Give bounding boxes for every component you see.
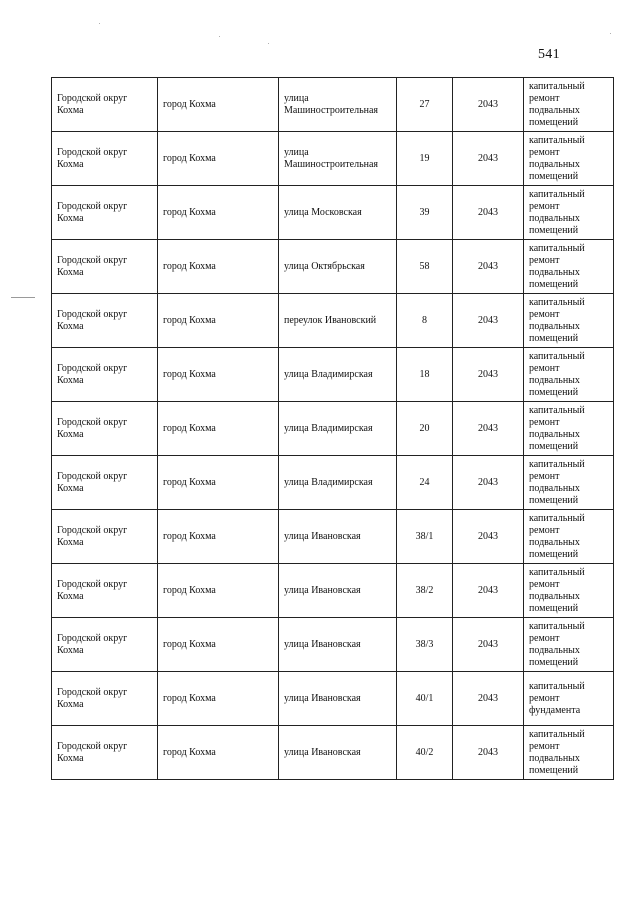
table-row [52, 294, 614, 348]
street-cell: улица Ивановская [279, 510, 397, 564]
year-cell: 2043 [453, 132, 524, 186]
work-type-cell: капитальный ремонт подвальных помещений [524, 456, 614, 510]
table-row [52, 240, 614, 294]
table-row [52, 78, 614, 132]
scan-artifact [11, 297, 35, 298]
house-number-cell: 19 [397, 132, 453, 186]
settlement-cell: город Кохма [158, 618, 279, 672]
settlement-cell: город Кохма [158, 348, 279, 402]
street-cell: переулок Ивановский [279, 294, 397, 348]
work-type-cell: капитальный ремонт подвальных помещений [524, 78, 614, 132]
municipality-cell: Городской округ Кохма [52, 672, 158, 726]
scan-speck [99, 23, 100, 24]
street-cell: улица Владимирская [279, 348, 397, 402]
house-number-cell: 8 [397, 294, 453, 348]
settlement-cell: город Кохма [158, 564, 279, 618]
year-cell: 2043 [453, 726, 524, 780]
work-type-cell: капитальный ремонт подвальных помещений [524, 402, 614, 456]
municipality-cell: Городской округ Кохма [52, 294, 158, 348]
house-number-cell: 24 [397, 456, 453, 510]
table-body [52, 78, 614, 780]
municipality-cell: Городской округ Кохма [52, 618, 158, 672]
page-number: 541 [538, 47, 560, 62]
year-cell: 2043 [453, 186, 524, 240]
municipality-cell: Городской округ Кохма [52, 348, 158, 402]
house-number-cell: 27 [397, 78, 453, 132]
year-cell: 2043 [453, 240, 524, 294]
table-row [52, 348, 614, 402]
street-cell: улица Ивановская [279, 618, 397, 672]
street-cell: улица Ивановская [279, 672, 397, 726]
work-type-cell: капитальный ремонт подвальных помещений [524, 564, 614, 618]
work-type-cell: капитальный ремонт подвальных помещений [524, 348, 614, 402]
table-row [52, 132, 614, 186]
table-row [52, 618, 614, 672]
street-cell: улица Машиностроительная [279, 78, 397, 132]
work-type-cell: капитальный ремонт подвальных помещений [524, 618, 614, 672]
settlement-cell: город Кохма [158, 78, 279, 132]
settlement-cell: город Кохма [158, 402, 279, 456]
house-number-cell: 38/3 [397, 618, 453, 672]
table-row [52, 456, 614, 510]
municipality-cell: Городской округ Кохма [52, 78, 158, 132]
scan-speck [610, 33, 611, 34]
work-type-cell: капитальный ремонт подвальных помещений [524, 294, 614, 348]
municipality-cell: Городской округ Кохма [52, 132, 158, 186]
house-number-cell: 38/1 [397, 510, 453, 564]
year-cell: 2043 [453, 294, 524, 348]
work-type-cell: капитальный ремонт подвальных помещений [524, 726, 614, 780]
table-row [52, 564, 614, 618]
table-row [52, 510, 614, 564]
table-row [52, 726, 614, 780]
settlement-cell: город Кохма [158, 240, 279, 294]
year-cell: 2043 [453, 456, 524, 510]
year-cell: 2043 [453, 672, 524, 726]
settlement-cell: город Кохма [158, 726, 279, 780]
settlement-cell: город Кохма [158, 456, 279, 510]
municipality-cell: Городской округ Кохма [52, 186, 158, 240]
table-row [52, 672, 614, 726]
scan-speck [268, 43, 269, 44]
settlement-cell: город Кохма [158, 186, 279, 240]
work-type-cell: капитальный ремонт подвальных помещений [524, 132, 614, 186]
street-cell: улица Владимирская [279, 402, 397, 456]
year-cell: 2043 [453, 78, 524, 132]
work-type-cell: капитальный ремонт фундамента [524, 672, 614, 726]
municipality-cell: Городской округ Кохма [52, 564, 158, 618]
street-cell: улица Октябрьская [279, 240, 397, 294]
house-number-cell: 38/2 [397, 564, 453, 618]
settlement-cell: город Кохма [158, 132, 279, 186]
year-cell: 2043 [453, 618, 524, 672]
table-row [52, 402, 614, 456]
house-number-cell: 39 [397, 186, 453, 240]
settlement-cell: город Кохма [158, 510, 279, 564]
scan-speck [219, 36, 220, 37]
municipality-cell: Городской округ Кохма [52, 402, 158, 456]
house-number-cell: 18 [397, 348, 453, 402]
municipality-cell: Городской округ Кохма [52, 510, 158, 564]
work-type-cell: капитальный ремонт подвальных помещений [524, 240, 614, 294]
year-cell: 2043 [453, 348, 524, 402]
house-number-cell: 20 [397, 402, 453, 456]
work-type-cell: капитальный ремонт подвальных помещений [524, 186, 614, 240]
municipality-cell: Городской округ Кохма [52, 456, 158, 510]
house-number-cell: 40/1 [397, 672, 453, 726]
year-cell: 2043 [453, 402, 524, 456]
street-cell: улица Ивановская [279, 564, 397, 618]
house-number-cell: 58 [397, 240, 453, 294]
municipality-cell: Городской округ Кохма [52, 240, 158, 294]
street-cell: улица Владимирская [279, 456, 397, 510]
table-row [52, 186, 614, 240]
work-type-cell: капитальный ремонт подвальных помещений [524, 510, 614, 564]
street-cell: улица Московская [279, 186, 397, 240]
settlement-cell: город Кохма [158, 294, 279, 348]
repair-schedule-table [51, 77, 614, 780]
street-cell: улица Ивановская [279, 726, 397, 780]
year-cell: 2043 [453, 510, 524, 564]
street-cell: улица Машиностроительная [279, 132, 397, 186]
year-cell: 2043 [453, 564, 524, 618]
house-number-cell: 40/2 [397, 726, 453, 780]
settlement-cell: город Кохма [158, 672, 279, 726]
municipality-cell: Городской округ Кохма [52, 726, 158, 780]
